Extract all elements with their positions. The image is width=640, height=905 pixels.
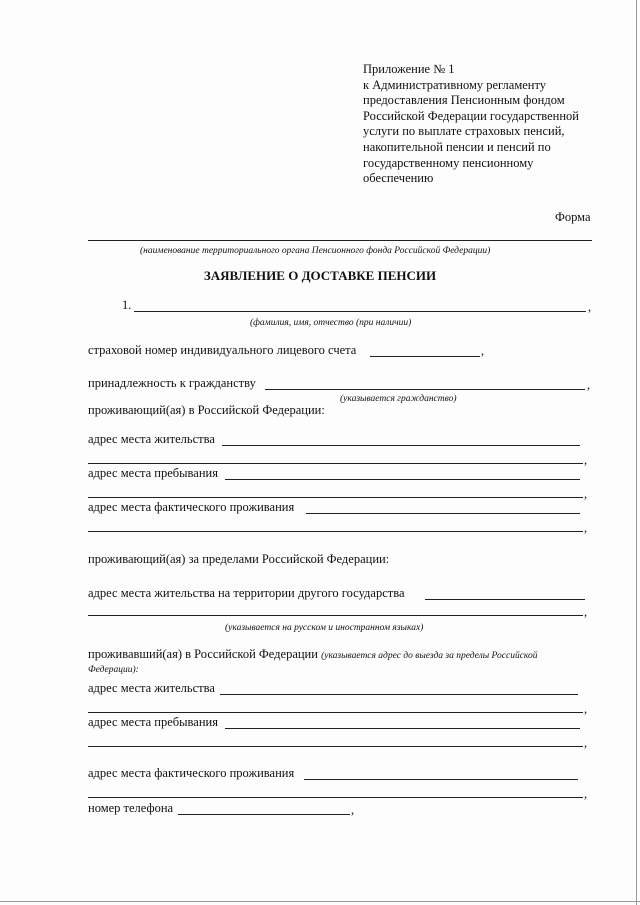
comma: , <box>351 803 355 817</box>
snils-label: страховой номер индивидуального лицевого счета <box>88 343 357 357</box>
citizenship-label: принадлежность к гражданству <box>88 376 256 390</box>
resided-rf-text: проживавший(ая) в Российской Федерации <box>88 647 318 661</box>
fio-caption: (фамилия, имя, отчество (при наличии) <box>250 318 412 328</box>
residence-address-label: адрес места жительства <box>88 432 215 446</box>
stay-address-line-4[interactable] <box>88 746 583 747</box>
citizenship-caption: (указывается гражданство) <box>340 394 457 404</box>
comma: , <box>587 378 591 392</box>
appendix-line: Приложение № 1 <box>363 62 455 76</box>
form-label: Форма <box>555 210 591 224</box>
actual-address-line-3[interactable] <box>304 779 578 780</box>
actual-address-line-4[interactable] <box>88 797 583 798</box>
appendix-line: накопительной пенсии и пенсий по <box>363 139 551 154</box>
foreign-caption: (указывается на русском и иностранном языках) <box>225 623 424 633</box>
item-number: 1. <box>122 298 132 312</box>
appendix-line: предоставления Пенсионным фондом <box>363 93 565 108</box>
foreign-address-line[interactable] <box>425 599 585 600</box>
stay-address-line-3[interactable] <box>225 728 580 729</box>
appendix-line: государственному пенсионному <box>363 155 534 170</box>
resided-rf-heading <box>88 647 538 663</box>
comma: , <box>588 300 592 314</box>
residence-address-label-2: адрес места жительства <box>88 681 215 695</box>
citizenship-line[interactable] <box>265 389 585 390</box>
stay-address-line-2[interactable] <box>88 497 583 498</box>
snils-line[interactable] <box>370 356 480 357</box>
org-name-line[interactable] <box>88 240 592 241</box>
residing-rf-heading: проживающий(ая) в Российской Федерации: <box>88 403 325 417</box>
comma: , <box>584 702 588 716</box>
appendix-line: Российской Федерации государственной <box>363 108 579 123</box>
actual-address-line-2[interactable] <box>88 531 583 532</box>
phone-line[interactable] <box>178 814 350 815</box>
foreign-address-line-2[interactable] <box>88 615 583 616</box>
form-title: ЗАЯВЛЕНИЕ О ДОСТАВКЕ ПЕНСИИ <box>203 268 437 283</box>
comma: , <box>584 453 588 467</box>
comma: , <box>584 521 588 535</box>
comma: , <box>584 787 588 801</box>
residence-address-line-4[interactable] <box>88 712 583 713</box>
appendix-block <box>363 62 579 187</box>
stay-address-label-2: адрес места пребывания <box>88 715 218 729</box>
foreign-address-label: адрес места жительства на территории другого государства <box>88 586 405 600</box>
stay-address-label: адрес места пребывания <box>88 466 218 480</box>
fio-line[interactable] <box>134 311 586 312</box>
appendix-line: услуги по выплате страховых пенсий, <box>363 124 565 139</box>
comma: , <box>584 736 588 750</box>
resided-rf-note-2: Федерации): <box>88 665 139 675</box>
appendix-line: обеспечению <box>363 171 434 186</box>
resided-rf-note: (указывается адрес до выезда за пределы Российской <box>321 651 538 661</box>
actual-address-label-2: адрес места фактического проживания <box>88 766 295 780</box>
residence-address-line[interactable] <box>222 445 580 446</box>
scan-edge-right <box>636 0 637 905</box>
residing-abroad-heading: проживающий(ая) за пределами Российской Федерации: <box>88 552 390 566</box>
appendix-line: к Административному регламенту <box>363 77 547 92</box>
actual-address-line[interactable] <box>306 513 580 514</box>
residence-address-line-3[interactable] <box>220 694 578 695</box>
residence-address-line-2[interactable] <box>88 463 583 464</box>
comma: , <box>584 605 588 619</box>
org-caption: (наименование территориального органа Пенсионного фонда Российской Федерации) <box>140 246 491 256</box>
comma: , <box>584 487 588 501</box>
comma: , <box>481 344 485 358</box>
scan-edge-bottom <box>0 901 640 902</box>
actual-address-label: адрес места фактического проживания <box>88 500 295 514</box>
phone-label: номер телефона <box>88 801 174 815</box>
stay-address-line[interactable] <box>225 479 580 480</box>
